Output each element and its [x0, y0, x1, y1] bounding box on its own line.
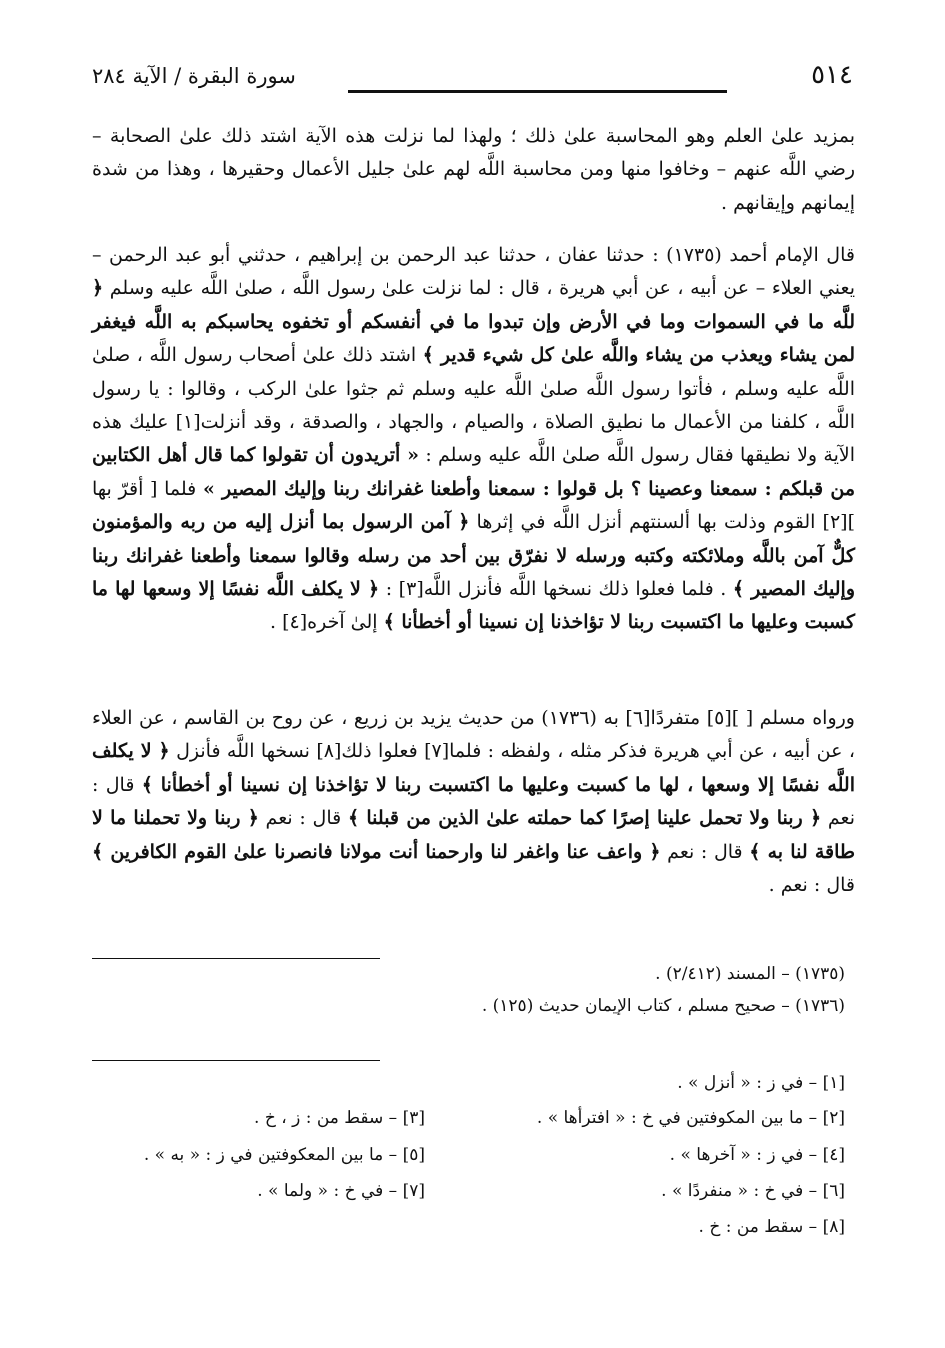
quran-verse: ﴿ واعف عنا واغفر لنا وارحمنا أنت مولانا فانصرنا علىٰ القوم الكافرين ﴾	[92, 840, 661, 863]
note-7: [٧] – في خ : « ولما » .	[257, 1181, 425, 1201]
paragraph-text: . فلما فعلوا ذلك نسخها اللَّه فأنزل اللَّه[٣] :	[379, 578, 733, 601]
quran-verse: ﴿ لا يكلف اللَّه نفسًا إلا وسعها ، لها ما كسبت وعليها ما اكتسبت ربنا لا تؤاخذنا إن نسينا أو أخطأنا ﴾	[92, 740, 855, 796]
note-3: [٣] – سقط من : ز ، خ .	[254, 1108, 425, 1128]
paragraph-text: قال : نعم	[92, 773, 856, 830]
note-1: [١] – في ز : « أنزل » .	[677, 1073, 845, 1093]
paragraph-text: قال : نعم	[660, 840, 750, 863]
page-number: ٥١٤	[811, 60, 853, 90]
page-header	[92, 58, 853, 98]
paragraph-text: قال : نعم	[258, 807, 348, 830]
surah-title: سورة البقرة / الآية ٢٨٤	[92, 64, 296, 88]
quran-verse: ﴿ للَّه ما في السموات وما في الأرض وإن تبدوا ما في أنفسكم أو تخفوه يحاسبكم به اللَّه فيغفر لمن يشاء ويعذب من يشاء واللَّه علىٰ كل شيء قدير ﴾	[92, 277, 855, 367]
note-2: [٢] – ما بين المكوفتين في خ : « افترأها » .	[536, 1108, 845, 1128]
quran-verse: ﴿ آمن الرسول بما أنزل إليه من ربه والمؤمنون كلٌّ آمن باللَّه وملائكته وكتبه ورسله لا نفرّق بين أحد من رسله وقالوا سمعنا وأطعنا غفرانك ربنا وإليك المصير ﴾	[92, 511, 855, 601]
paragraph-3	[92, 702, 855, 902]
paragraph-text: قال : نعم .	[768, 874, 855, 897]
hadith-quote: « أتريدون أن تقولوا كما قال أهل الكتابين من قبلكم : سمعنا وعصينا ؟ بل قولوا : سمعنا وأطعنا غفرانك ربنا وإليك المصير »	[92, 444, 856, 500]
paragraph-text: اشتد ذلك علىٰ أصحاب رسول اللَّه ، صلىٰ اللَّه عليه وسلم ، فأتوا رسول اللَّه صلىٰ اللَّه عليه وسلم ثم جثوا علىٰ الركب ، وقالوا : يا رسول اللَّه ، كلفنا من الأعمال ما نطيق الصلاة ، والصيام ، والجهاد ، والصدقة ، وقد أنزلت[١] عليك هذه الآية ولا نطيقها فقال رسول اللَّه صلىٰ اللَّه عليه وسلم :	[92, 344, 855, 467]
note-8: [٨] – سقط من : خ .	[698, 1217, 845, 1237]
quran-verse: ﴿ لا يكلف اللَّه نفسًا إلا وسعها لها ما كسبت وعليها ما اكتسبت ربنا لا تؤاخذنا إن نسينا أو أخطأنا ﴾	[92, 578, 855, 634]
quran-verse: ﴿ ربنا ولا تحمل علينا إصرًا كما حملته علىٰ الذين من قبلنا ﴾	[347, 807, 822, 830]
hadith-ref-1735: (١٧٣٥) – المسند (٢/٤١٢) .	[655, 964, 845, 984]
paragraph-text: ورواه مسلم [ ][٥] متفردًا[٦] به (١٧٣٦) من حديث يزيد بن زريع ، عن روح بن القاسم ، عن العلاء ، عن أبيه ، عن أبي هريرة فذكر مثله ، ولفظه : فلما[٧] فعلوا ذلك[٨] نسخها اللَّه فأنزل	[92, 707, 855, 763]
note-4: [٤] – في ز : « آخرها » .	[669, 1145, 845, 1165]
notes-divider	[92, 1060, 380, 1061]
header-rule	[348, 90, 727, 93]
paragraph-text: فلما [ أقرّ بها ][٢] القوم وذلت بها ألسنتهم أنزل اللَّه في إثرها	[92, 477, 855, 534]
paragraph-1	[92, 120, 855, 220]
paragraph-text: إلىٰ آخره[٤] .	[270, 611, 384, 634]
hadith-ref-1736: (١٧٣٦) – صحيح مسلم ، كتاب الإيمان حديث (١٢٥) .	[481, 996, 845, 1016]
note-5: [٥] – ما بين المعكوفتين في ز : « به » .	[143, 1145, 425, 1165]
note-6: [٦] – في خ : « منفردًا » .	[661, 1181, 845, 1201]
quran-verse: ﴿ ربنا ولا تحملنا ما لا طاقة لنا به ﴾	[92, 807, 856, 863]
paragraph-text: قال الإمام أحمد (١٧٣٥) : حدثنا عفان ، حدثنا عبد الرحمن بن إبراهيم ، حدثني أبو عبد الرحمن – يعني العلاء – عن أبيه ، عن أبي هريرة ، قال : لما نزلت علىٰ رسول اللَّه ، صلىٰ اللَّه عليه وسلم	[92, 244, 855, 300]
hadith-refs-divider	[92, 958, 380, 959]
paragraph-text: بمزيد علىٰ العلم وهو المحاسبة علىٰ ذلك ؛ ولهذا لما نزلت هذه الآية اشتد ذلك علىٰ الصحابة – رضي اللَّه عنهم – وخافوا منها ومن محاسبة اللَّه لهم علىٰ جليل الأعمال وحقيرها ، وهذا من شدة إيمانهم وإيقانهم .	[92, 125, 855, 214]
paragraph-2	[92, 239, 855, 640]
